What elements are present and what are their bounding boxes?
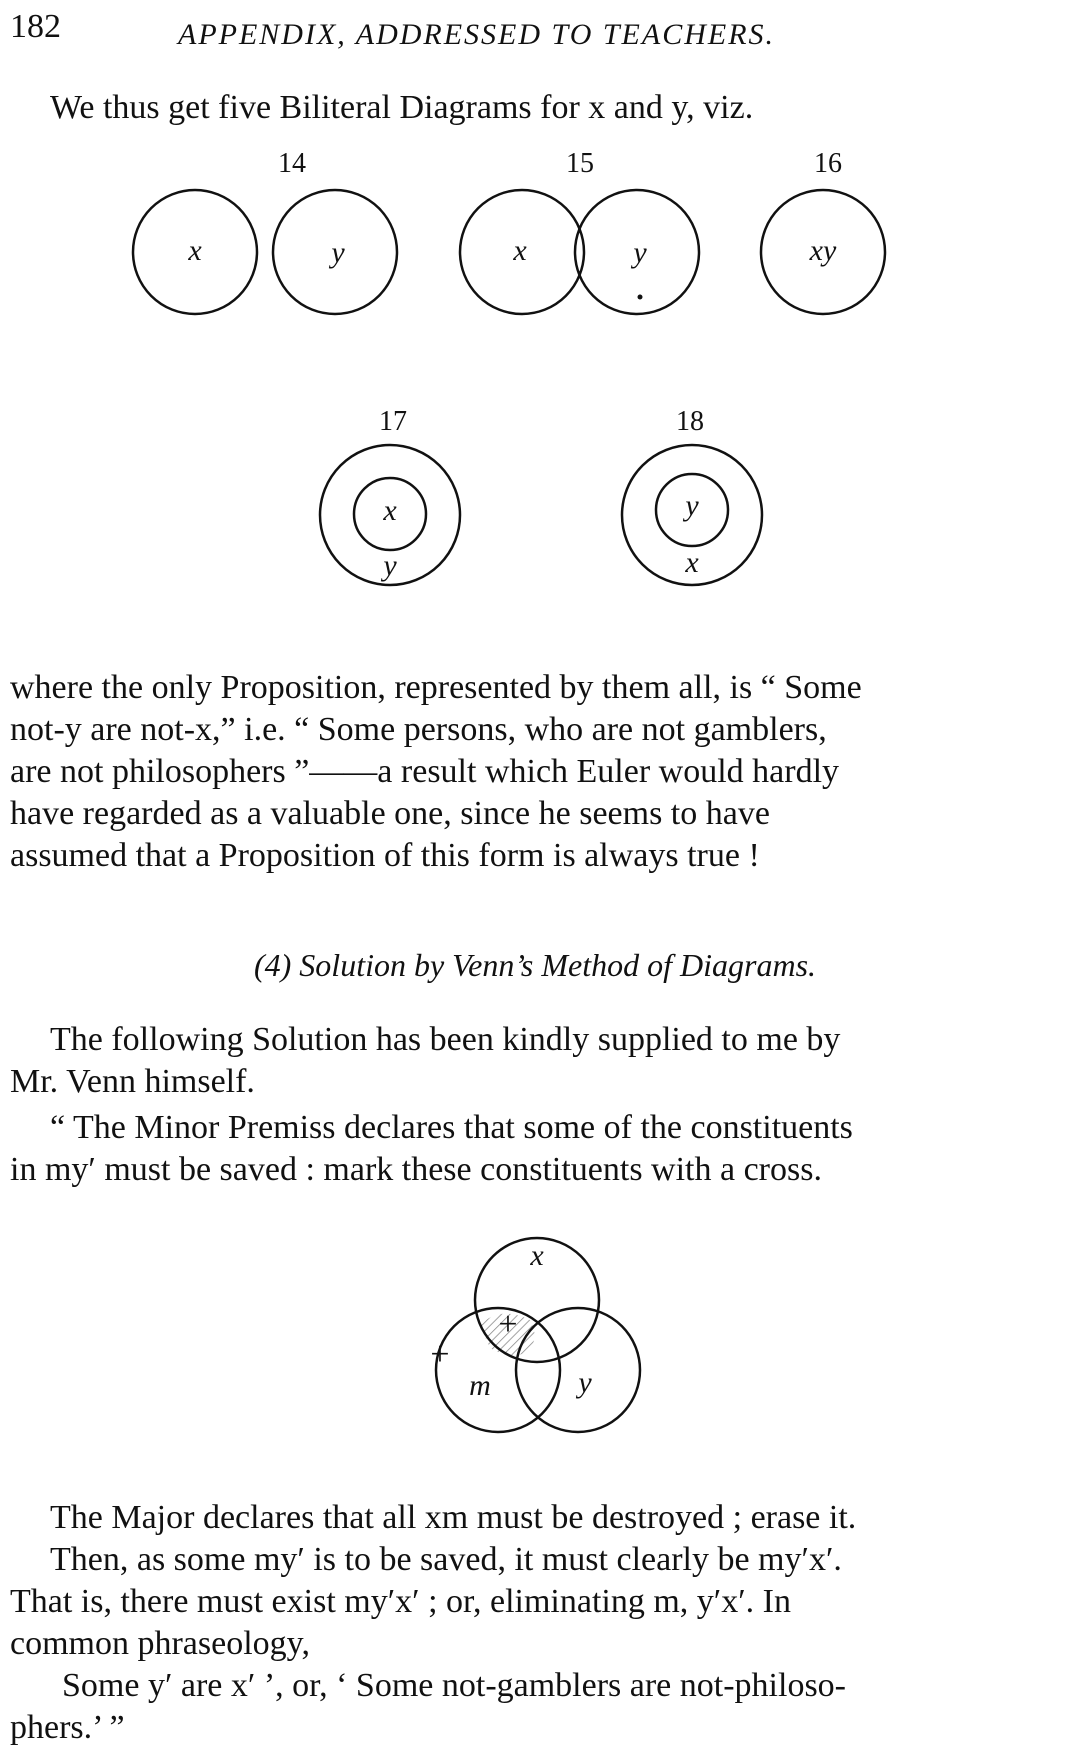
diagram-15-label-x: x — [513, 234, 527, 267]
biliteral-diagrams — [0, 140, 1070, 600]
paragraph-4-line-6: phers.’ ” — [10, 1709, 125, 1746]
paragraph-1-line-4: have regarded as a valuable one, since he seems to have — [10, 795, 770, 832]
diagram-16-number: 16 — [814, 148, 842, 179]
paragraph-2-line-1: The following Solution has been kindly supplied to me by — [50, 1021, 841, 1058]
paragraph-4-line-5: Some y′ are x′ ’, or, ‘ Some not-gamblers are not-philoso- — [62, 1667, 846, 1704]
running-head — [0, 0, 1070, 60]
diagram-17-number: 17 — [379, 406, 407, 437]
diagram-16-label-xy: xy — [809, 234, 837, 267]
diagram-14-number: 14 — [278, 148, 306, 179]
section-heading: (4) Solution by Venn’s Method of Diagrams. — [253, 947, 817, 983]
paragraph-4-line-4: common phraseology, — [10, 1625, 310, 1662]
page-number: 182 — [10, 8, 61, 45]
diagram-18-number: 18 — [676, 406, 704, 437]
intro-line: We thus get five Biliteral Diagrams for x and y, viz. — [50, 89, 754, 126]
paragraph-3-line-1: “ The Minor Premiss declares that some of the constituents — [50, 1109, 853, 1146]
diagram-17-label-y: y — [383, 549, 397, 582]
paragraph-1-line-2: not-y are not-x,” i.e. “ Some persons, who are not gamblers, — [10, 711, 827, 748]
venn-cross-mark-1: + — [430, 1336, 450, 1373]
diagram-15-number: 15 — [566, 148, 594, 179]
venn-cross-mark-2: + — [498, 1306, 518, 1343]
diagram-14-label-x: x — [188, 234, 202, 267]
diagram-18-label-x: x — [685, 546, 699, 579]
paragraph-1-line-5: assumed that a Proposition of this form is always true ! — [10, 837, 760, 874]
paragraph-1-line-1: where the only Proposition, represented by them all, is “ Some — [10, 669, 862, 706]
diagram-14-label-y: y — [331, 236, 345, 269]
paragraph-4-line-1: The Major declares that all xm must be destroyed ; erase it. — [50, 1499, 857, 1536]
venn-label-y: y — [578, 1366, 592, 1399]
paragraph-3-line-2: in my′ must be saved : mark these constituents with a cross. — [10, 1151, 822, 1188]
diagram-18-label-y: y — [685, 489, 699, 522]
venn-label-x: x — [530, 1239, 544, 1272]
venn-diagram — [400, 1220, 660, 1460]
diagram-15-label-y: y — [633, 236, 647, 269]
paragraph-2-line-2: Mr. Venn himself. — [10, 1063, 255, 1100]
running-title: APPENDIX, ADDRESSED TO TEACHERS. — [178, 18, 776, 51]
paragraph-4-line-3: That is, there must exist my′x′ ; or, eliminating m, y′x′. In — [10, 1583, 792, 1620]
paragraph-4-line-2: Then, as some my′ is to be saved, it must clearly be my′x′. — [50, 1541, 842, 1578]
paragraph-1-line-3: are not philosophers ”——a result which Euler would hardly — [10, 753, 840, 790]
venn-label-m: m — [469, 1369, 491, 1402]
diagram-17-label-x: x — [383, 494, 397, 527]
diagram-15-dot — [638, 295, 643, 300]
